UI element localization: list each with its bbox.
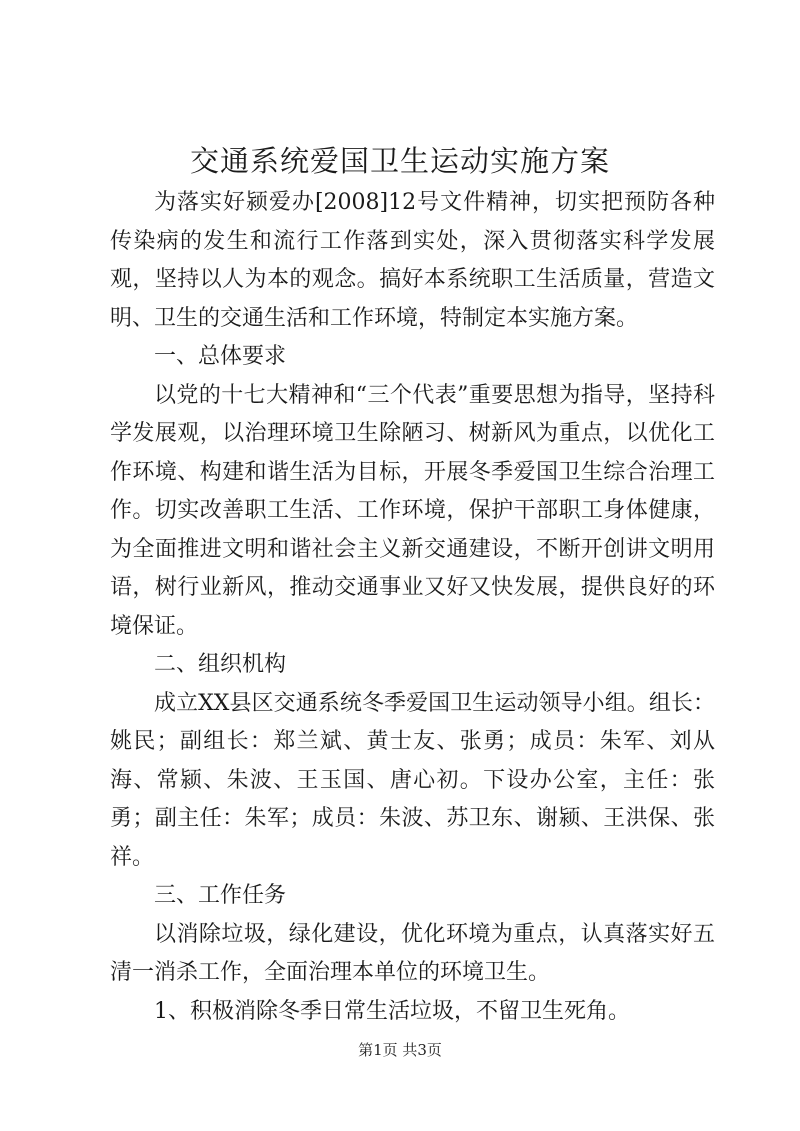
section-heading-work-tasks: 三、工作任务 — [154, 883, 287, 908]
section-paragraph: 以消除垃圾，绿化建设，优化环境为重点，认真落实好五清一消杀工作，全面治理本单位的环境卫生。 — [110, 921, 715, 985]
intro-paragraph: 为落实好颍爱办[2008]12号文件精神，切实把预防各种传染病的发生和流行工作落到实处，深入贯彻落实科学发展观，坚持以人为本的观念。搞好本系统职工生活质量，营造文明、卫生的交通生活和工作环境，特制定本实施方案。 — [110, 190, 715, 331]
section-paragraph: 1、积极消除冬季日常生活垃圾，不留卫生死角。 — [154, 998, 630, 1024]
document-body — [110, 184, 715, 1031]
section-paragraph: 成立XX县区交通系统冬季爱国卫生运动领导小组。组长：姚民；副组长：郑兰斌、黄士友、张勇；成员：朱军、刘从海、常颍、朱波、王玉国、唐心初。下设办公室，主任：张勇；副主任：朱军；成员：朱波、苏卫东、谢颍、王洪保、张祥。 — [110, 690, 715, 870]
section-heading-general-requirements: 一、总体要求 — [154, 344, 287, 369]
section-heading-organization: 二、组织机构 — [154, 652, 287, 677]
page-number-footer: 第1页 共3页 — [358, 1041, 442, 1059]
section-paragraph: 以党的十七大精神和“三个代表”重要思想为指导，坚持科学发展观，以治理环境卫生除陋习、树新风为重点，以优化工作环境、构建和谐生活为目标，开展冬季爱国卫生综合治理工作。切实改善职工生活、工作环境，保护干部职工身体健康，为全面推进文明和谐社会主义新交通建设，不断开创讲文明用语，树行业新风，推动交通事业又好又快发展，提供良好的环境保证。 — [110, 382, 715, 639]
document-title: 交通系统爱国卫生运动实施方案 — [189, 144, 610, 178]
